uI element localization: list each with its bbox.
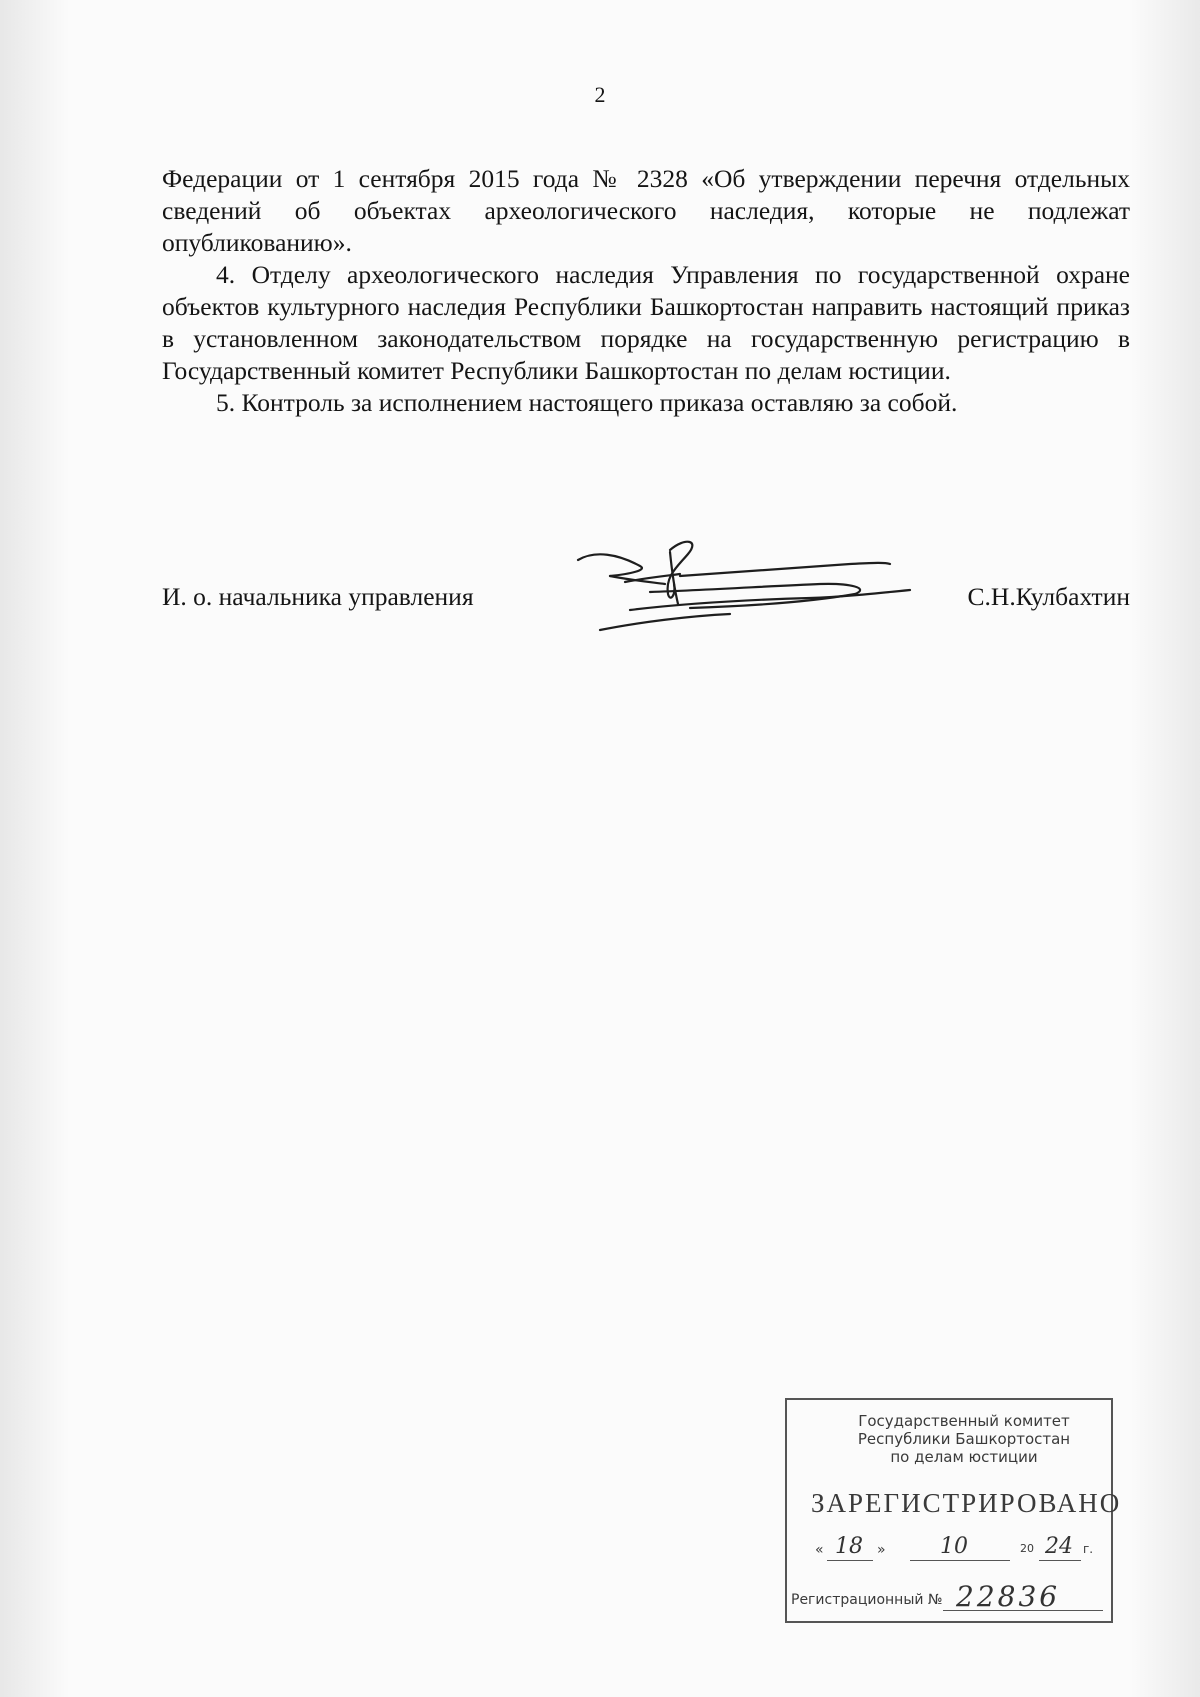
- year-underline: [1039, 1560, 1081, 1561]
- stamp-year: 24: [1045, 1534, 1073, 1559]
- stamp-registration-line: [791, 1580, 1107, 1614]
- scan-shadow-left: [0, 0, 70, 1697]
- registration-stamp: [785, 1398, 1122, 1623]
- scan-shadow-right: [1130, 0, 1200, 1697]
- stamp-org-line: Республики Башкортостан: [857, 1430, 1071, 1448]
- stamp-year-suffix: г.: [1083, 1542, 1094, 1556]
- stamp-month: 10: [940, 1534, 968, 1559]
- stamp-open-quote: «: [815, 1542, 824, 1558]
- stamp-org-line: по делам юстиции: [890, 1448, 1038, 1466]
- stamp-reg-number: 22836: [956, 1580, 1061, 1613]
- stamp-year-prefix: 20: [1020, 1542, 1034, 1555]
- month-underline: [910, 1560, 1010, 1561]
- stamp-day: 18: [835, 1534, 863, 1559]
- day-underline: [827, 1560, 873, 1561]
- stamp-date: [815, 1536, 1100, 1566]
- stamp-close-quote: »: [877, 1542, 886, 1558]
- stamp-organization: [787, 1412, 1111, 1466]
- handwritten-signature: [570, 532, 920, 637]
- stamp-reg-label: Регистрационный №: [791, 1592, 943, 1608]
- paragraph-continuation: Федерации от 1 сентября 2015 года № 2328 «Об утверждении перечня отдельных сведений об объектах археологического наследия, которые не подлежат опубликованию».: [162, 164, 1130, 257]
- signer-title: И. о. начальника управления: [162, 582, 474, 611]
- signer-name: С.Н.Кулбахтин: [967, 582, 1130, 611]
- paragraph-4: 4. Отделу археологического наследия Управления по государственной охране объектов культурного наследия Республики Башкортостан направить настоящий приказ в установленном законодательством порядке на государственную регистрацию в Государственный комитет Республики Башкортостан по делам юстиции.: [162, 260, 1130, 385]
- stamp-status: ЗАРЕГИСТРИРОВАНО: [811, 1488, 1122, 1518]
- document-body: [162, 163, 1130, 419]
- page-number: 2: [594, 82, 606, 107]
- stamp-org-line: Государственный комитет: [858, 1412, 1070, 1430]
- paragraph-5: 5. Контроль за исполнением настоящего приказа оставляю за собой.: [216, 388, 958, 417]
